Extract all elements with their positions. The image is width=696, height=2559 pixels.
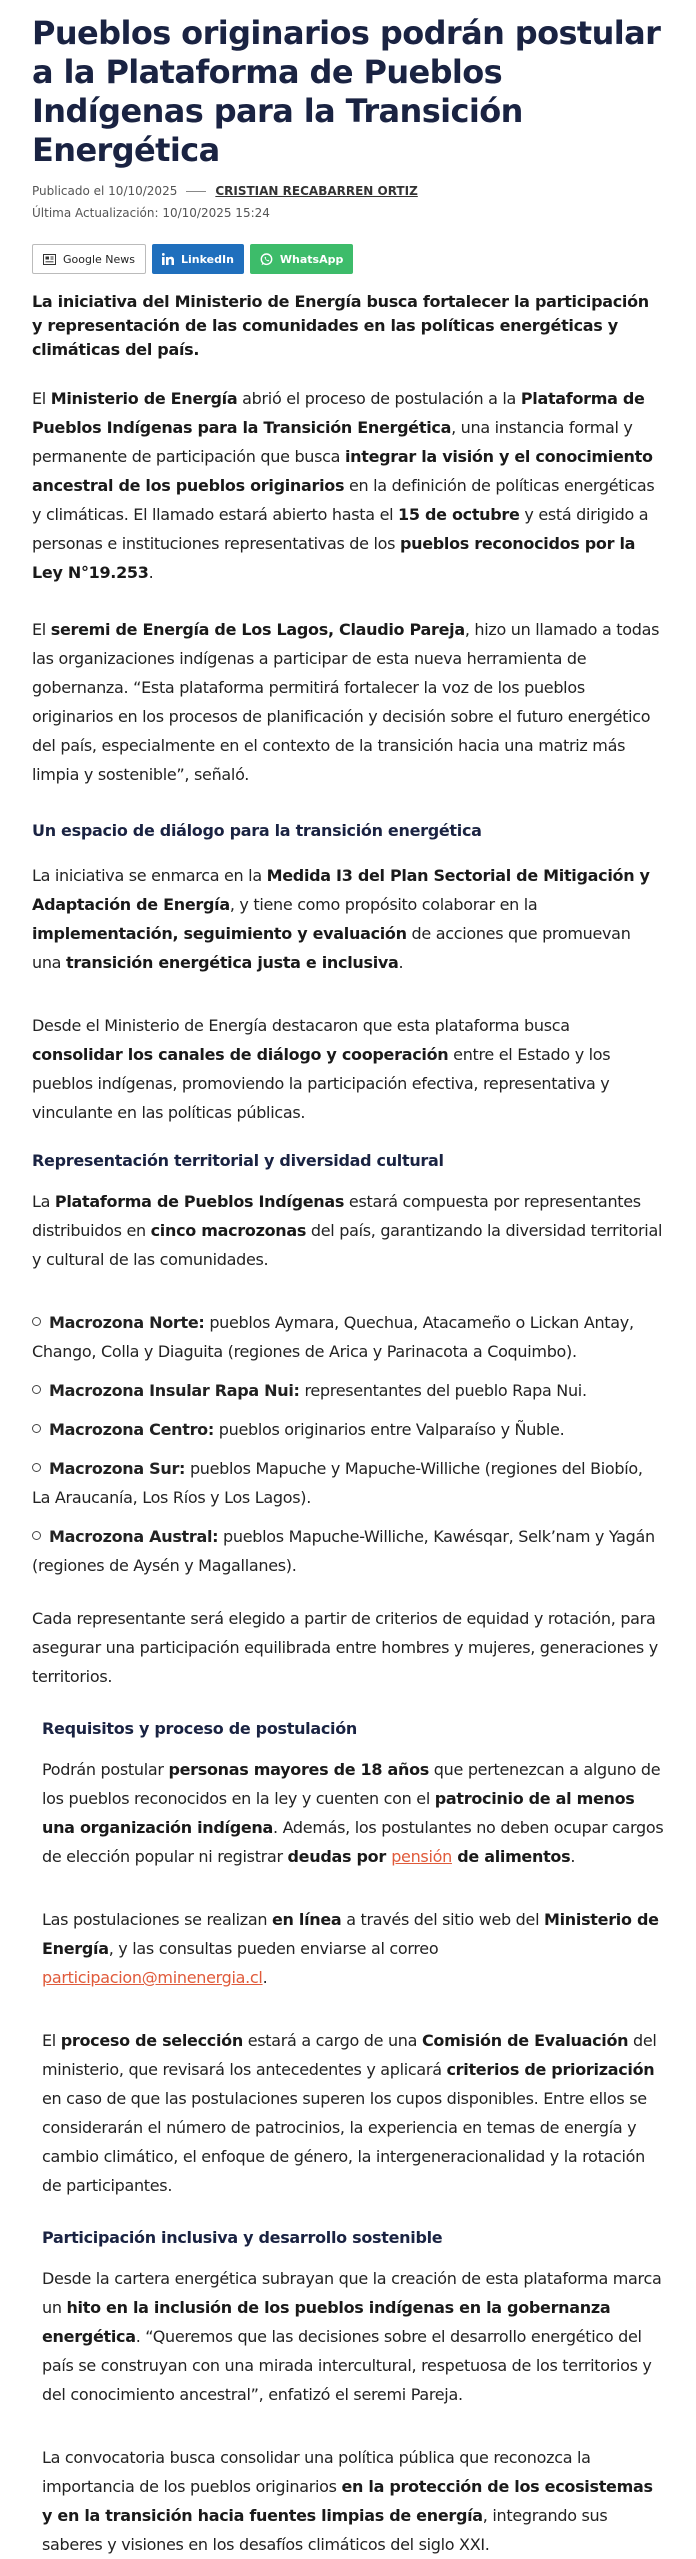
list-item: Macrozona Sur: pueblos Mapuche y Mapuche-Williche (regiones del Biobío, La Araucanía, Los Ríos y Los Lagos). [32, 1459, 643, 1507]
linkedin-label: LinkedIn [181, 252, 234, 266]
whatsapp-icon [260, 253, 273, 266]
published-date: Publicado el 10/10/2025 [32, 184, 178, 198]
google-news-label: Google News [63, 252, 136, 266]
bullet-icon [32, 1424, 41, 1433]
whatsapp-label: WhatsApp [279, 252, 344, 266]
list-item: Macrozona Austral: pueblos Mapuche-Williche, Kawésqar, Selk’nam y Yagán (regiones de Aysén y Magallanes). [32, 1527, 655, 1575]
section-heading-territorial: Representación territorial y diversidad cultural [32, 1151, 444, 1170]
email-link[interactable]: participacion@minenergia.cl [42, 1968, 263, 1987]
paragraph-8: Las postulaciones se realizan en línea a través del sitio web del Ministerio de Energía, y las consultas pueden enviarse al correo participacion@minenergia.cl. [42, 1910, 659, 1987]
paragraph-7: Podrán postular personas mayores de 18 años que pertenezcan a alguno de los pueblos reconocidos en la ley y cuenten con el patrocinio de al menos una organización indígena. Además, los postulantes no deben ocupar cargos de elección popular ni registrar deudas por pensión de alimentos. [42, 1760, 664, 1866]
meta-divider [186, 191, 206, 192]
google-news-button[interactable] [32, 244, 146, 274]
pension-link[interactable]: pensión [391, 1847, 452, 1866]
page-title: Pueblos originarios podrán postular a la Plataforma de Pueblos Indígenas para la Transición Energética [32, 14, 661, 169]
linkedin-icon [162, 253, 174, 265]
share-bar [32, 244, 664, 274]
paragraph-4: Desde el Ministerio de Energía destacaron que esta plataforma busca consolidar los canales de diálogo y cooperación entre el Estado y los pueblos indígenas, promoviendo la participación efectiva, representativa y vinculante en las políticas públicas. [32, 1016, 611, 1122]
bullet-icon [32, 1531, 41, 1540]
bullet-icon [32, 1385, 41, 1394]
author-link[interactable]: CRISTIAN RECABARREN ORTIZ [215, 184, 418, 198]
section-heading-dialogo: Un espacio de diálogo para la transición energética [32, 821, 482, 840]
paragraph-2: El seremi de Energía de Los Lagos, Claudio Pareja, hizo un llamado a todas las organizaciones indígenas a participar de esta nueva herramienta de gobernanza. “Esta plataforma permitirá fortalecer la voz de los pueblos originarios en los procesos de planificación y decisión sobre el futuro energético del país, especialmente en el contexto de la transición hacia una matriz más limpia y sostenible”, señaló. [32, 620, 660, 784]
paragraph-5: La Plataforma de Pueblos Indígenas estará compuesta por representantes distribuidos en cinco macrozonas del país, garantizando la diversidad territorial y cultural de las comunidades. [32, 1192, 663, 1269]
article-meta [32, 182, 664, 222]
list-item: Macrozona Centro: pueblos originarios entre Valparaíso y Ñuble. [32, 1415, 664, 1444]
paragraph-9: El proceso de selección estará a cargo de una Comisión de Evaluación del ministerio, que revisará los antecedentes y aplicará criterios de priorización en caso de que las postulaciones superen los cupos disponibles. Entre ellos se considerarán el número de patrocinios, la experiencia en temas de energía y cambio climático, el enfoque de género, la intergeneracionalidad y la rotación de participantes. [42, 2031, 657, 2195]
paragraph-6: Cada representante será elegido a partir de criterios de equidad y rotación, para asegurar una participación equilibrada entre hombres y mujeres, generaciones y territorios. [32, 1609, 658, 1686]
linkedin-button[interactable] [152, 244, 244, 274]
article-lead: La iniciativa del Ministerio de Energía busca fortalecer la participación y representación de las comunidades en las políticas energéticas y climáticas del país. [32, 292, 649, 359]
paragraph-3: La iniciativa se enmarca en la Medida I3 del Plan Sectorial de Mitigación y Adaptación de Energía, y tiene como propósito colaborar en la implementación, seguimiento y evaluación de acciones que promuevan una transición energética justa e inclusiva. [32, 866, 650, 972]
newspaper-icon [43, 254, 56, 265]
bullet-icon [32, 1317, 41, 1326]
list-item: Macrozona Insular Rapa Nui: representantes del pueblo Rapa Nui. [32, 1376, 664, 1405]
section-heading-requisitos: Requisitos y proceso de postulación [42, 1719, 358, 1738]
updated-date: Última Actualización: 10/10/2025 15:24 [32, 206, 270, 220]
paragraph-11: La convocatoria busca consolidar una política pública que reconozca la importancia de los pueblos originarios en la protección de los ecosistemas y en la transición hacia fuentes limpias de energía, integrando sus saberes y visiones en los desafíos climáticos del siglo XXI. [42, 2448, 653, 2554]
list-item: Macrozona Norte: pueblos Aymara, Quechua, Atacameño o Lickan Antay, Chango, Colla y Diaguita (regiones de Arica y Parinacota a Coquimbo). [32, 1313, 634, 1361]
paragraph-1: El Ministerio de Energía abrió el proceso de postulación a la Plataforma de Pueblos Indígenas para la Transición Energética, una instancia formal y permanente de participación que busca integrar la visión y el conocimiento ancestral de los pueblos originarios en la definición de políticas energéticas y climáticas. El llamado estará abierto hasta el 15 de octubre y está dirigido a personas e instituciones representativas de los pueblos reconocidos por la Ley N°19.253. [32, 389, 655, 582]
bullet-icon [32, 1463, 41, 1472]
whatsapp-button[interactable] [250, 244, 353, 274]
macrozone-list [32, 1308, 664, 1580]
section-heading-inclusiva: Participación inclusiva y desarrollo sostenible [42, 2228, 443, 2247]
paragraph-10: Desde la cartera energética subrayan que la creación de esta plataforma marca un hito en la inclusión de los pueblos indígenas en la gobernanza energética. “Queremos que las decisiones sobre el desarrollo energético del país se construyan con una mirada intercultural, respetuosa de los territorios y del conocimiento ancestral”, enfatizó el seremi Pareja. [42, 2269, 662, 2404]
